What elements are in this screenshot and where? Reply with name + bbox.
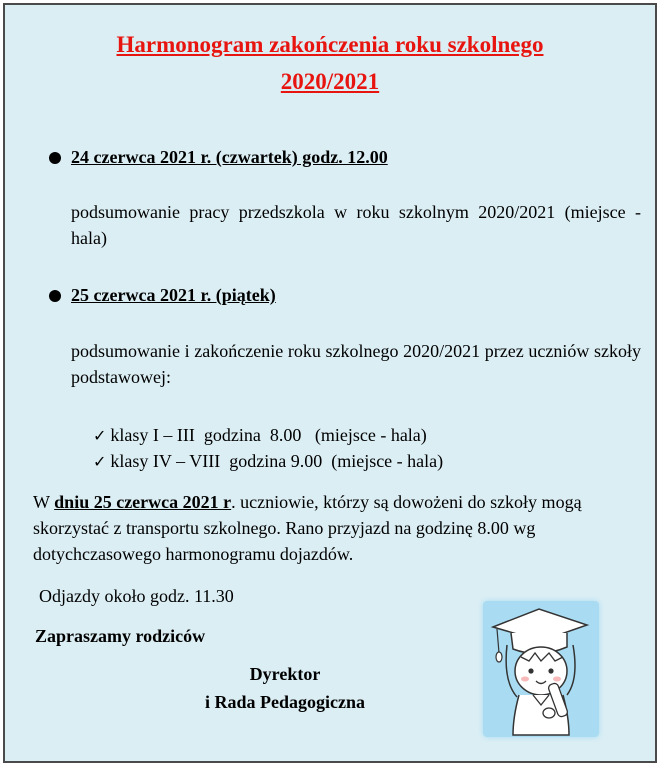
checkmark-icon: ✓ — [93, 452, 107, 471]
list-item: ✓ klasy IV – VIII godzina 9.00 (miejsce - hala) — [93, 451, 444, 471]
signature-line-1: Dyrektor — [249, 664, 321, 684]
invitation-text: Zapraszamy rodziców — [35, 626, 206, 646]
bullet-icon — [49, 152, 61, 164]
signature-line-2: i Rada Pedagogiczna — [205, 692, 365, 712]
event2-heading: 25 czerwca 2021 r. (piątek) — [71, 285, 276, 305]
transport-note: W dniu 25 czerwca 2021 r. uczniowie, którzy są dowożeni do szkoły mogą skorzystać z transportu szkolnego. Rano przyjazd na godzinę 8.00 wg dotychczasowego harmonogramu dojazdów. — [33, 492, 582, 564]
departures-text: Odjazdy około godz. 11.30 — [39, 586, 234, 606]
list-item: ✓ klasy I – III godzina 8.00 (miejsce - hala) — [93, 425, 427, 445]
checkmark-icon: ✓ — [93, 426, 107, 445]
bullet-icon — [49, 290, 61, 302]
document-page — [3, 3, 657, 763]
graduate-girl-illustration-svg — [483, 601, 599, 737]
event1-heading: 24 czerwca 2021 r. (czwartek) godz. 12.00 — [71, 147, 388, 167]
event2-description: podsumowanie i zakończenie roku szkolnego 2020/2021 przez uczniów szkoły podstawowej: — [71, 341, 641, 387]
graduate-girl-illustration — [483, 601, 599, 737]
event1-description: podsumowanie pracy przedszkola w roku szkolnym 2020/2021 (miejsce - hala) — [71, 202, 641, 248]
transport-date: dniu 25 czerwca 2021 r — [54, 492, 232, 512]
title-line-2: 2020/2021 — [280, 69, 380, 94]
title-line-1: Harmonogram zakończenia roku szkolnego — [116, 32, 544, 57]
